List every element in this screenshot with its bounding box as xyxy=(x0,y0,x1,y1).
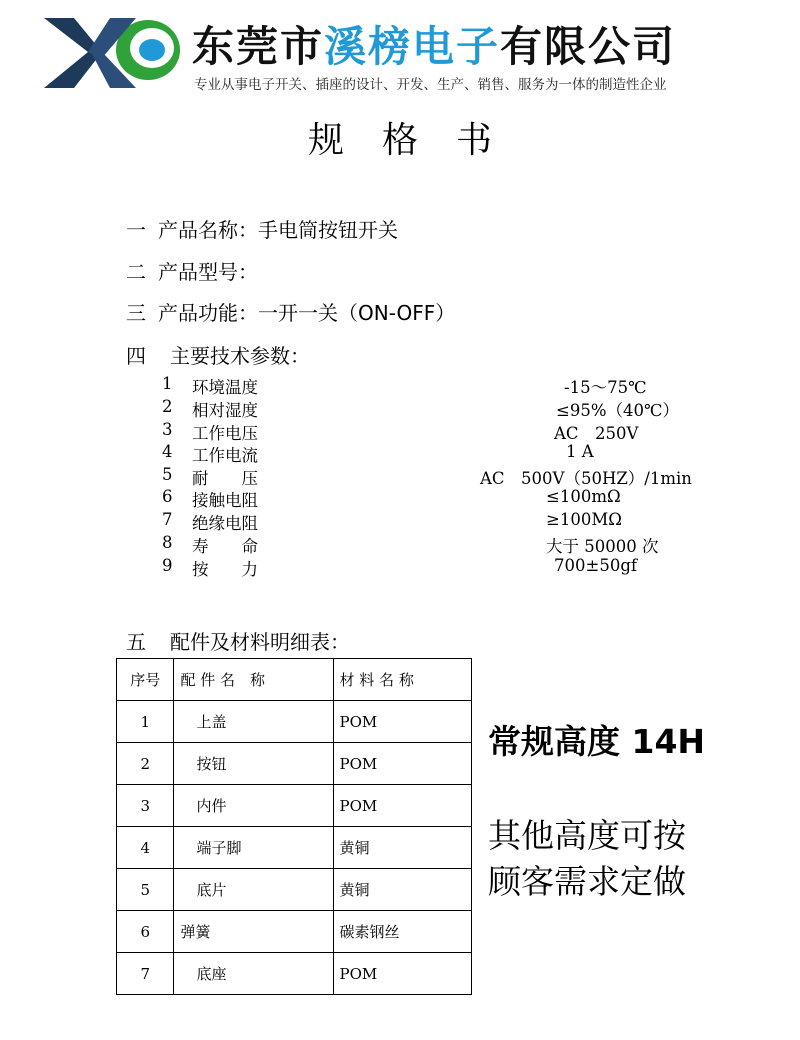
row-part: 弹簧 xyxy=(174,911,333,953)
section-parts-list xyxy=(126,626,350,655)
row-part: 底座 xyxy=(174,953,333,995)
table-row xyxy=(117,743,472,785)
row-material: POM xyxy=(333,953,471,995)
param-value: AC 250V xyxy=(554,424,639,443)
section-number: 一 xyxy=(126,218,146,242)
param-name: 工作电压 xyxy=(192,424,258,443)
param-number: 7 xyxy=(162,510,173,529)
header-part-name: 配 件 名 称 xyxy=(174,659,333,701)
section-product-name xyxy=(126,214,398,243)
section-number: 二 xyxy=(126,260,146,284)
section-text: 主要技术参数： xyxy=(170,344,310,368)
row-material: POM xyxy=(333,785,471,827)
section-product-function xyxy=(126,297,455,326)
section-text: 产品型号： xyxy=(158,260,258,284)
param-number: 5 xyxy=(162,465,173,484)
param-number: 1 xyxy=(162,374,173,393)
row-material: 黄铜 xyxy=(333,869,471,911)
param-name: 环境温度 xyxy=(192,378,258,397)
parts-table xyxy=(116,658,472,995)
company-name-city: 东莞市 xyxy=(192,22,325,71)
param-number: 4 xyxy=(162,442,173,461)
company-logo xyxy=(40,12,185,94)
param-value: 大于 50000 次 xyxy=(546,537,659,556)
company-tagline: 专业从事电子开关、插座的设计、开发、生产、销售、服务为一体的制造性企业 xyxy=(194,77,667,93)
table-header-row xyxy=(117,659,472,701)
param-value: -15～75℃ xyxy=(564,378,647,397)
row-part: 内件 xyxy=(174,785,333,827)
row-part: 底片 xyxy=(174,869,333,911)
section-text: 配件及材料明细表： xyxy=(170,630,350,654)
row-no: 4 xyxy=(117,827,174,869)
row-no: 1 xyxy=(117,701,174,743)
row-no: 6 xyxy=(117,911,174,953)
param-value: 1 A xyxy=(566,442,594,461)
section-tech-params xyxy=(126,340,310,369)
row-part: 按钮 xyxy=(174,743,333,785)
param-number: 6 xyxy=(162,487,173,506)
param-name: 接触电阻 xyxy=(192,491,258,510)
row-no: 2 xyxy=(117,743,174,785)
param-name: 耐 压 xyxy=(192,469,258,488)
param-value: AC 500V（50HZ）/1min xyxy=(480,469,692,488)
company-name xyxy=(192,14,676,74)
param-name: 绝缘电阻 xyxy=(192,514,258,533)
table-row xyxy=(117,827,472,869)
row-material: 碳素钢丝 xyxy=(333,911,471,953)
table-row xyxy=(117,785,472,827)
table-row xyxy=(117,869,472,911)
header-material-name: 材 料 名 称 xyxy=(333,659,471,701)
company-name-brand: 溪榜电子 xyxy=(324,22,501,71)
param-name: 工作电流 xyxy=(192,446,258,465)
param-name: 寿 命 xyxy=(192,537,258,556)
section-number: 五 xyxy=(126,630,146,654)
row-material: POM xyxy=(333,743,471,785)
param-name: 相对湿度 xyxy=(192,401,258,420)
logo-x-stroke-2 xyxy=(44,52,102,88)
custom-height-note-line-2: 顾客需求定做 xyxy=(488,862,686,901)
company-name-suffix: 有限公司 xyxy=(500,22,677,71)
document-title: 规格书 xyxy=(307,120,530,161)
row-material: 黄铜 xyxy=(333,827,471,869)
row-part: 端子脚 xyxy=(174,827,333,869)
table-row xyxy=(117,953,472,995)
table-row xyxy=(117,701,472,743)
param-number: 8 xyxy=(162,533,173,552)
row-no: 7 xyxy=(117,953,174,995)
param-value: ≤95%（40℃） xyxy=(556,401,679,420)
standard-height-note: 常规高度 14H xyxy=(488,722,706,761)
param-name: 按 力 xyxy=(192,560,258,579)
table-row xyxy=(117,911,472,953)
row-part: 上盖 xyxy=(174,701,333,743)
param-value: ≥100MΩ xyxy=(546,510,622,529)
section-number: 三 xyxy=(126,301,146,325)
section-text: 产品名称：手电筒按钮开关 xyxy=(158,218,398,242)
logo-blue-dot xyxy=(139,39,165,61)
header-no: 序号 xyxy=(117,659,174,701)
param-number: 9 xyxy=(162,556,173,575)
row-no: 5 xyxy=(117,869,174,911)
param-value: ≤100mΩ xyxy=(546,487,621,506)
custom-height-note-line-1: 其他高度可按 xyxy=(488,816,686,855)
section-number: 四 xyxy=(126,344,146,368)
section-product-model xyxy=(126,256,258,285)
row-no: 3 xyxy=(117,785,174,827)
section-text: 产品功能：一开一关（ON-OFF） xyxy=(158,301,456,325)
param-value: 700±50gf xyxy=(554,556,637,575)
param-number: 2 xyxy=(162,397,173,416)
row-material: POM xyxy=(333,701,471,743)
param-number: 3 xyxy=(162,420,173,439)
